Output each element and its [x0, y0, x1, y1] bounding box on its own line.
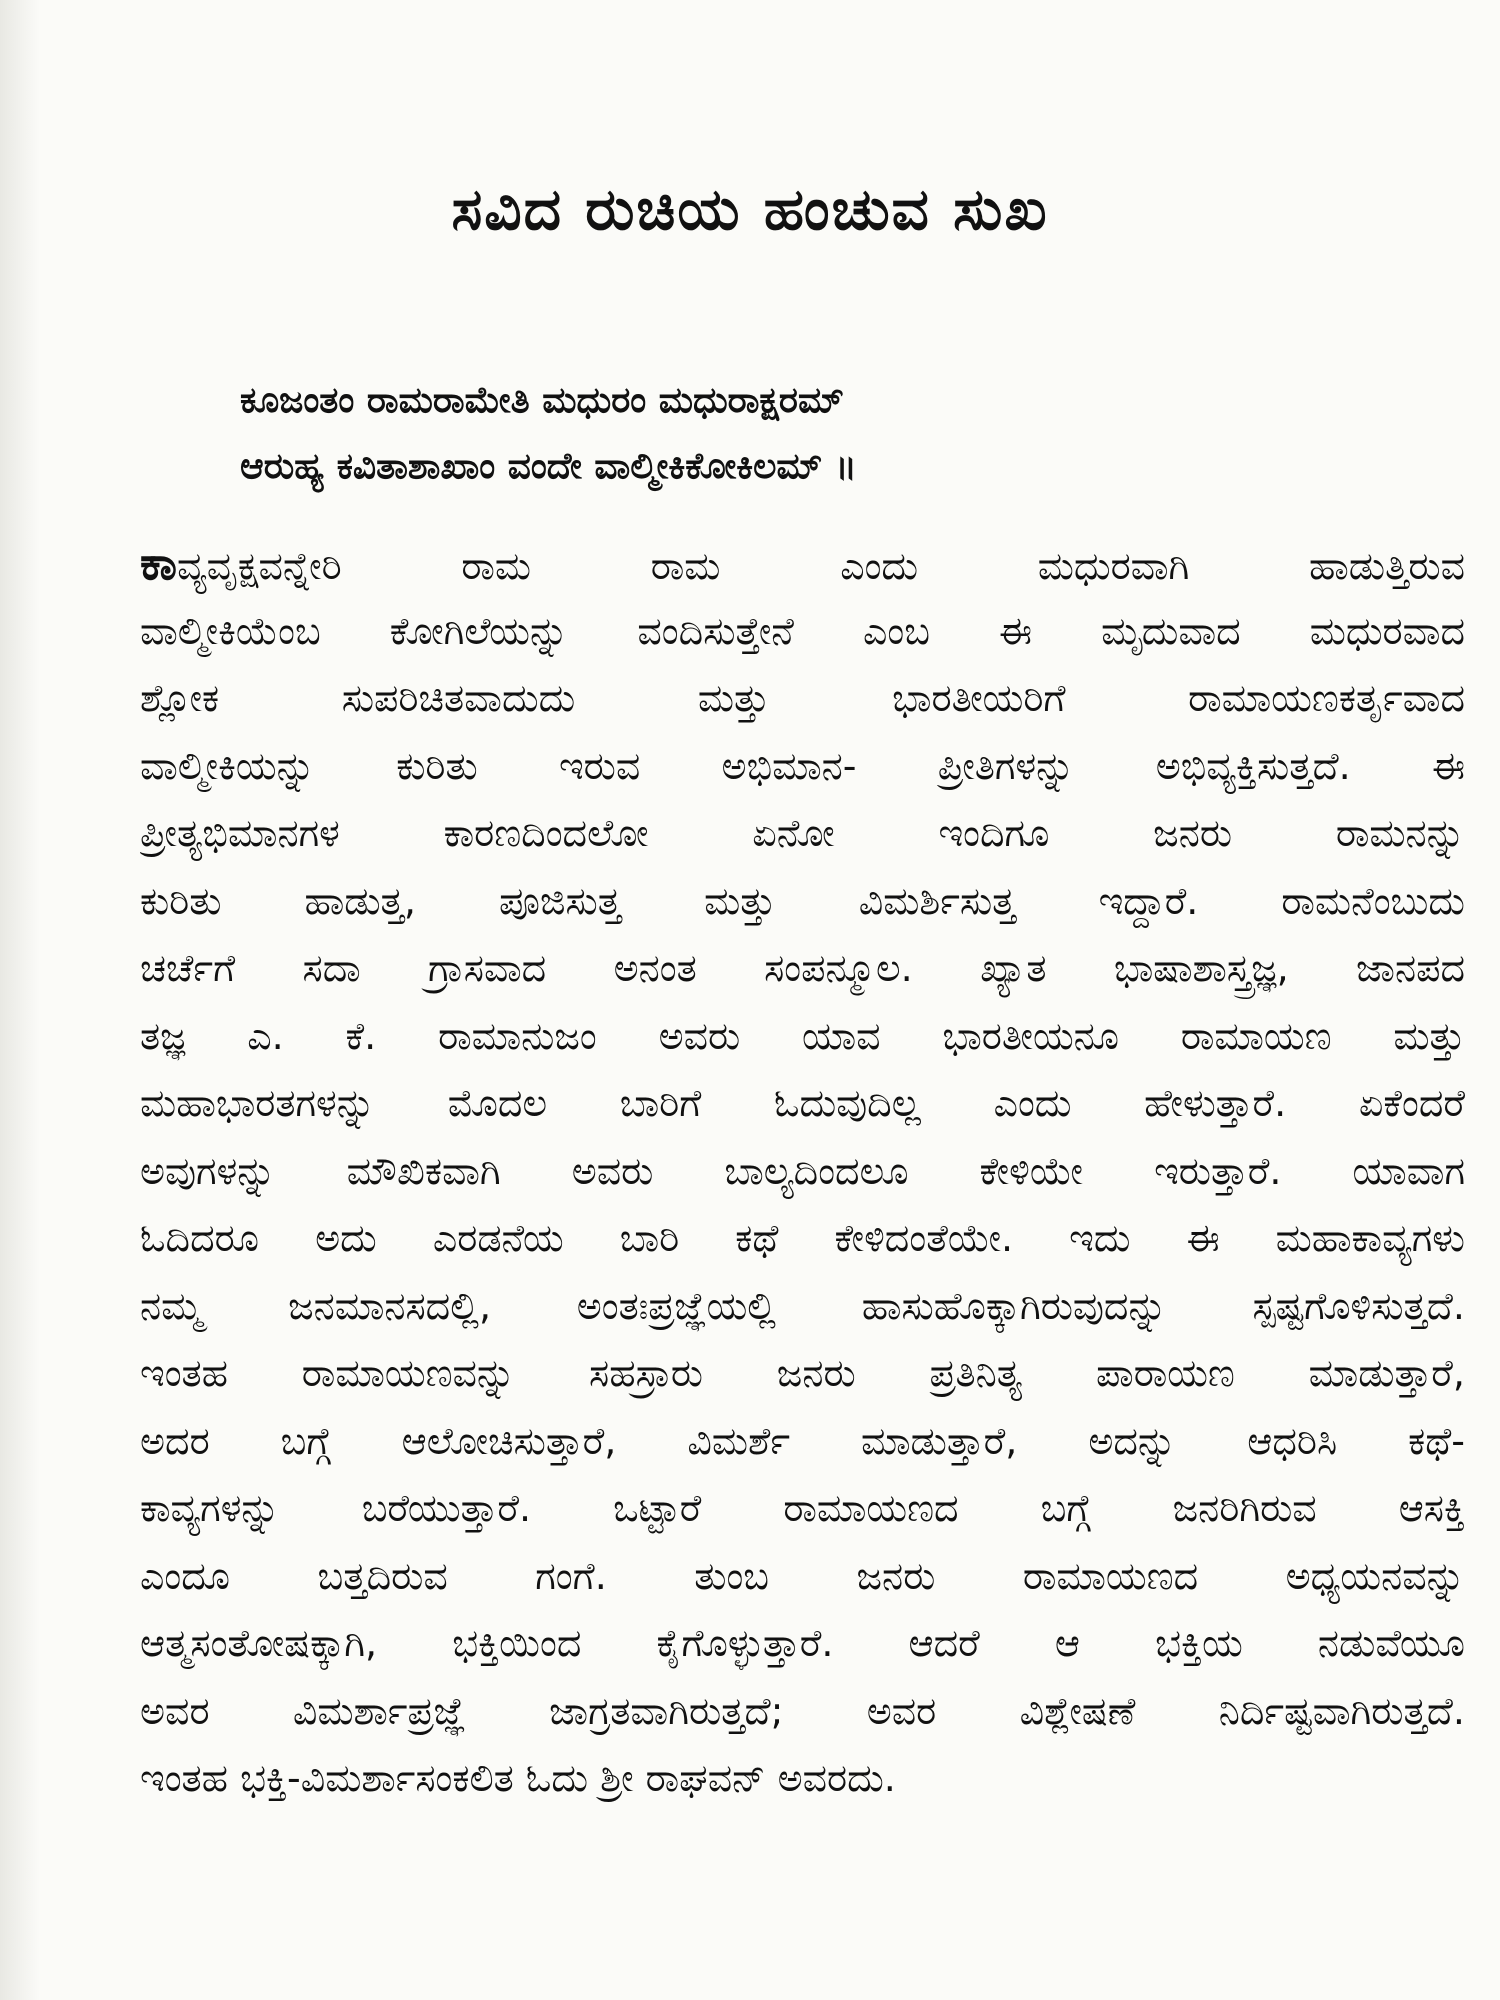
paragraph-line [140, 800, 1465, 868]
page-title: ಸವಿದ ರುಚಿಯ ಹಂಚುವ ಸುಖ [451, 175, 1049, 243]
paragraph-line-text: ಅದರ ಬಗ್ಗೆ ಆಲೋಚಿಸುತ್ತಾರೆ, ವಿಮರ್ಶೆ ಮಾಡುತ್ತಾರೆ, ಅದನ್ನು ಆಧರಿಸಿ ಕಥೆ- [140, 1418, 1465, 1463]
paragraph-line [140, 1340, 1465, 1408]
paragraph-line-text: ಮಹಾಭಾರತಗಳನ್ನು ಮೊದಲ ಬಾರಿಗೆ ಓದುವುದಿಲ್ಲ ಎಂದು ಹೇಳುತ್ತಾರೆ. ಏಕೆಂದರೆ [140, 1081, 1465, 1125]
paragraph-line-text: ಪ್ರೀತ್ಯಭಿಮಾನಗಳ ಕಾರಣದಿಂದಲೋ ಏನೋ ಇಂದಿಗೂ ಜನರು ರಾಮನನ್ನು [140, 811, 1465, 855]
paragraph-line-text: ಆತ್ಮಸಂತೋಷಕ್ಕಾಗಿ, ಭಕ್ತಿಯಿಂದ ಕೈಗೊಳ್ಳುತ್ತಾರೆ. ಆದರೆ ಆ ಭಕ್ತಿಯ ನಡುವೆಯೂ [140, 1621, 1465, 1665]
verse-line-1: ಕೂಜಂತಂ ರಾಮರಾಮೇತಿ ಮಧುರಂ ಮಧುರಾಕ್ಷರಮ್ [240, 380, 844, 421]
paragraph-line-text: ಅವುಗಳನ್ನು ಮೌಖಿಕವಾಗಿ ಅವರು ಬಾಲ್ಯದಿಂದಲೂ ಕೇಳಿಯೇ ಇರುತ್ತಾರೆ. ಯಾವಾಗ [140, 1148, 1465, 1193]
paragraph-line-text: ಶ್ಲೋಕ ಸುಪರಿಚಿತವಾದುದು ಮತ್ತು ಭಾರತೀಯರಿಗೆ ರಾಮಾಯಣಕರ್ತೃವಾದ [140, 676, 1465, 720]
paragraph-line [140, 1070, 1465, 1138]
paragraph-line-text: ಕುರಿತು ಹಾಡುತ್ತ, ಪೂಜಿಸುತ್ತ ಮತ್ತು ವಿಮರ್ಶಿಸುತ್ತ ಇದ್ದಾರೆ. ರಾಮನೆಂಬುದು [140, 878, 1465, 923]
verse-line-2: ಆರುಹ್ಯ ಕವಿತಾಶಾಖಾಂ ವಂದೇ ವಾಲ್ಮೀಕಿಕೋಕಿಲಮ್ ॥ [240, 446, 857, 487]
paragraph-line [140, 1003, 1465, 1071]
paragraph-line [140, 1610, 1465, 1678]
paragraph-line [140, 935, 1465, 1003]
paragraph-line-text: ಓದಿದರೂ ಅದು ಎರಡನೆಯ ಬಾರಿ ಕಥೆ ಕೇಳಿದಂತೆಯೇ. ಇದು ಈ ಮಹಾಕಾವ್ಯಗಳು [140, 1216, 1465, 1260]
paragraph-line [140, 1273, 1465, 1341]
paragraph-line [140, 530, 1465, 598]
paragraph-line [140, 1543, 1465, 1611]
paragraph-line-text: ವಾಲ್ಮೀಕಿಯನ್ನು ಕುರಿತು ಇರುವ ಅಭಿಮಾನ- ಪ್ರೀತಿಗಳನ್ನು ಅಭಿವ್ಯಕ್ತಿಸುತ್ತದೆ. ಈ [140, 743, 1465, 788]
paragraph-line [140, 665, 1465, 733]
paragraph-line [140, 1745, 1465, 1813]
body-paragraph [140, 530, 1465, 1813]
paragraph-line-text: ನಮ್ಮ ಜನಮಾನಸದಲ್ಲಿ, ಅಂತಃಪ್ರಜ್ಞೆಯಲ್ಲಿ ಹಾಸುಹೊಕ್ಕಾಗಿರುವುದನ್ನು ಸ್ಪಷ್ಟಗೊಳಿಸುತ್ತದೆ. [140, 1283, 1465, 1328]
paragraph-line [140, 1205, 1465, 1273]
paragraph-line-text: ಎಂದೂ ಬತ್ತದಿರುವ ಗಂಗೆ. ತುಂಬ ಜನರು ರಾಮಾಯಣದ ಅಧ್ಯಯನವನ್ನು [140, 1553, 1465, 1598]
paragraph-line [140, 733, 1465, 801]
paragraph-line [140, 1138, 1465, 1206]
paragraph-line-text: ವ್ಯವೃಕ್ಷವನ್ನೇರಿ ರಾಮ ರಾಮ ಎಂದು ಮಧುರವಾಗಿ ಹಾಡುತ್ತಿರುವ [176, 544, 1465, 588]
paragraph-line-text: ತಜ್ಞ ಎ. ಕೆ. ರಾಮಾನುಜಂ ಅವರು ಯಾವ ಭಾರತೀಯನೂ ರಾಮಾಯಣ ಮತ್ತು [140, 1013, 1465, 1058]
paragraph-line-text: ಚರ್ಚೆಗೆ ಸದಾ ಗ್ರಾಸವಾದ ಅನಂತ ಸಂಪನ್ಮೂಲ. ಖ್ಯಾತ ಭಾಷಾಶಾಸ್ತ್ರಜ್ಞ, ಜಾನಪದ [140, 946, 1465, 990]
paragraph-line [140, 1408, 1465, 1476]
paragraph-line-text: ಇಂತಹ ರಾಮಾಯಣವನ್ನು ಸಹಸ್ರಾರು ಜನರು ಪ್ರತಿನಿತ್ಯ ಪಾರಾಯಣ ಮಾಡುತ್ತಾರೆ, [140, 1351, 1465, 1395]
page-gutter-shadow [0, 0, 40, 2000]
paragraph-line [140, 868, 1465, 936]
paragraph-line [140, 598, 1465, 666]
drop-initial: ಕಾ [140, 536, 177, 590]
paragraph-line-text: ಕಾವ್ಯಗಳನ್ನು ಬರೆಯುತ್ತಾರೆ. ಒಟ್ಟಾರೆ ರಾಮಾಯಣದ ಬಗ್ಗೆ ಜನರಿಗಿರುವ ಆಸಕ್ತಿ [140, 1486, 1465, 1530]
paragraph-line-text: ಅವರ ವಿಮರ್ಶಾಪ್ರಜ್ಞೆ ಜಾಗ್ರತವಾಗಿರುತ್ತದೆ; ಅವರ ವಿಶ್ಲೇಷಣೆ ನಿರ್ದಿಷ್ಟವಾಗಿರುತ್ತದೆ. [140, 1688, 1465, 1733]
paragraph-line-text: ವಾಲ್ಮೀಕಿಯೆಂಬ ಕೋಗಿಲೆಯನ್ನು ವಂದಿಸುತ್ತೇನೆ ಎಂಬ ಈ ಮೃದುವಾದ ಮಧುರವಾದ [140, 608, 1465, 653]
paragraph-line-text: ಇಂತಹ ಭಕ್ತಿ-ವಿಮರ್ಶಾಸಂಕಲಿತ ಓದು ಶ್ರೀ ರಾಘವನ್ ಅವರದು. [140, 1756, 896, 1800]
paragraph-line [140, 1678, 1465, 1746]
paragraph-line [140, 1475, 1465, 1543]
